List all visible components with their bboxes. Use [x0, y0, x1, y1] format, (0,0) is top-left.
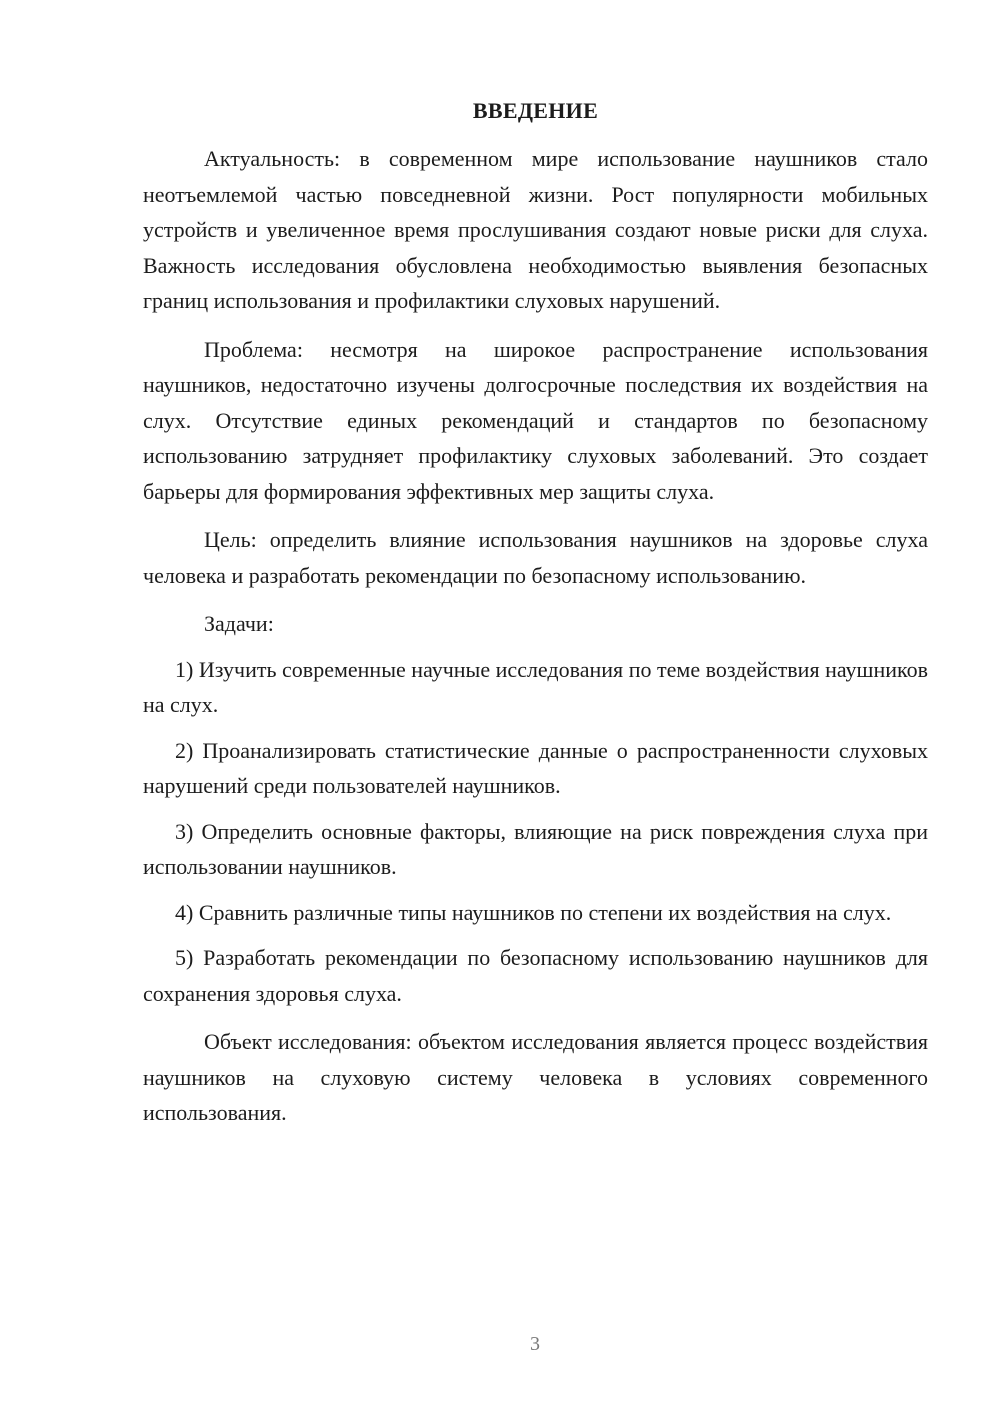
- list-item: 3) Определить основные факторы, влияющие на риск повреждения слуха при использовании наушников.: [143, 818, 928, 879]
- document-page: [143, 95, 928, 1131]
- tasks-heading: Задачи:: [204, 611, 274, 636]
- list-item: 5) Разработать рекомендации по безопасному использованию наушников для сохранения здоровья слуха.: [143, 945, 928, 1006]
- section-title: ВВЕДЕНИЕ: [472, 98, 599, 123]
- page-number: 3: [530, 1333, 540, 1355]
- list-item: 1) Изучить современные научные исследования по теме воздействия наушников на слух.: [143, 656, 928, 717]
- list-item: 2) Проанализировать статистические данные о распространенности слуховых нарушений среди пользователей наушников.: [143, 737, 928, 798]
- paragraph-object: Объект исследования: объектом исследования является процесс воздействия наушников на слуховую систему человека в условиях современного использования.: [143, 1029, 928, 1125]
- paragraph-problem: Проблема: несмотря на широкое распространение использования наушников, недостаточно изучены долгосрочные последствия их воздействия на слух. Отсутствие единых рекомендаций и стандартов по безопасному использованию затрудняет профилактику слуховых заболеваний. Это создает барьеры для формирования эффективных мер защиты слуха.: [143, 336, 928, 504]
- list-item: 4) Сравнить различные типы наушников по степени их воздействия на слух.: [175, 899, 892, 925]
- paragraph-relevance: Актуальность: в современном мире использование наушников стало неотъемлемой частью повседневной жизни. Рост популярности мобильных устройств и увеличенное время прослушивания создают новые риски для слуха. Важность исследования обусловлена необходимостью выявления безопасных границ использования и профилактики слуховых нарушений.: [143, 146, 928, 313]
- paragraph-goal: Цель: определить влияние использования наушников на здоровье слуха человека и разработать рекомендации по безопасному использованию.: [143, 527, 928, 588]
- tasks-list: [143, 652, 928, 1012]
